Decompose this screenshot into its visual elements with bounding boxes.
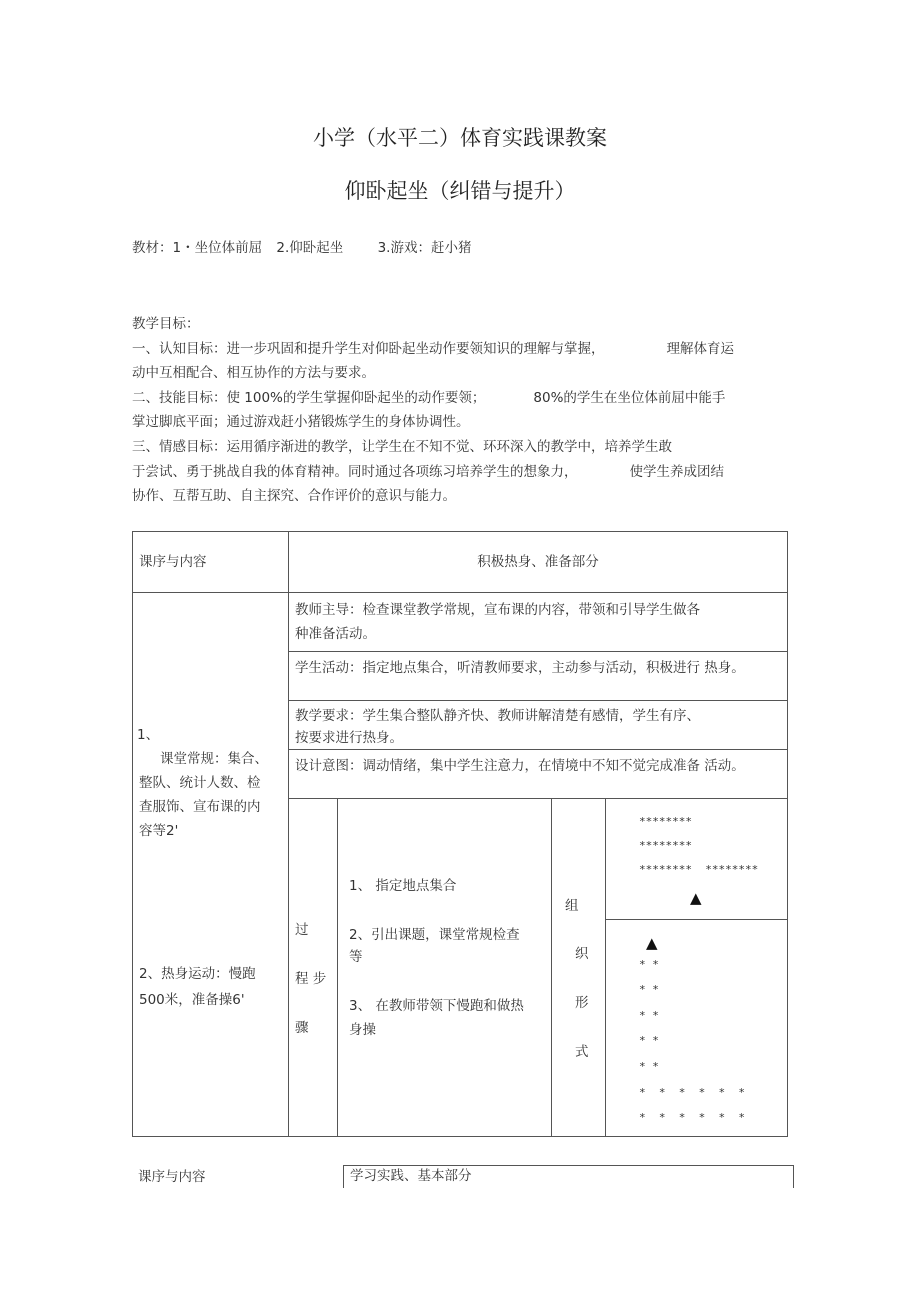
left-item1-text2: 整队、统计人数、检: [139, 775, 261, 791]
design-intent: 设计意图：调动情绪，集中学生注意力，在情境中不知不觉完成准备 活动。: [295, 758, 745, 774]
emotion-objective-line3: 协作、互帮互助、自主探究、合作评价的意识与能力。: [132, 488, 456, 504]
page-subtitle: 仰卧起坐（纠错与提升）: [344, 179, 576, 203]
process-step: 3、 在教师带领下慢跑和做热: [349, 998, 524, 1014]
page-title: 小学（水平二）体育实践课教案: [313, 126, 607, 150]
cognitive-objective-line2: 动中互相配合、相互协作的方法与要求。: [132, 365, 375, 381]
teacher-position-icon: ▲: [646, 934, 658, 952]
cognitive-text-b: 理解体育运: [666, 341, 734, 357]
formation-row: ******** ********: [639, 863, 759, 876]
materials-item-3: 3.游戏：赶小猪: [377, 240, 472, 256]
formation-row: * *: [639, 983, 659, 996]
process-step: 2、引出课题，课堂常规检查: [349, 927, 520, 943]
emotion-text-b: 于尝试、勇于挑战自我的体育精神。同时通过各项练习培养学生的想象力，: [132, 464, 578, 480]
table-divider: [551, 798, 552, 1137]
teacher-lead-line1: 教师主导：检查课堂教学常规，宣布课的内容，带领和引导学生做各: [295, 602, 700, 618]
table-section-header: 积极热身、准备部分: [477, 554, 599, 570]
formation-row: * *: [639, 1060, 659, 1073]
table-divider: [133, 592, 788, 593]
formation-row: ********: [639, 815, 692, 828]
process-step: 身操: [349, 1022, 376, 1038]
materials-line: [132, 236, 471, 256]
skill-text-b: 80%的学生在坐位体前屈中能手: [533, 390, 726, 406]
organization-label-char: 组: [565, 898, 579, 914]
table-divider: [288, 700, 788, 701]
table-divider: [288, 651, 788, 652]
organization-label-char: 形: [575, 995, 589, 1011]
table-divider: [605, 919, 788, 920]
table-divider: [337, 798, 338, 1137]
skill-objective-line1: [132, 386, 725, 406]
formation-row: * * * * * *: [639, 1086, 745, 1099]
table-col-header: 课序与内容: [139, 554, 207, 570]
emotion-objective-line1: 三、情感目标：运用循序渐进的教学，让学生在不知不觉、环环深入的教学中，培养学生敢: [132, 439, 672, 455]
teacher-lead-line2: 种准备活动。: [295, 626, 376, 642]
table2-header-cell: [343, 1165, 794, 1188]
left-item1-num: 1、: [137, 727, 160, 743]
teaching-requirement-line1: 教学要求：学生集合整队静齐快、教师讲解清楚有感情，学生有序、: [295, 708, 700, 724]
formation-row: * *: [639, 1034, 659, 1047]
emotion-objective-line2: [132, 460, 724, 480]
skill-text-a: 二、技能目标：使 100%的学生掌握仰卧起坐的动作要领；: [132, 390, 486, 406]
formation-row: ********: [639, 839, 692, 852]
skill-objective-line2: 掌过脚底平面；通过游戏赶小猪锻炼学生的身体协调性。: [132, 414, 470, 430]
cognitive-objective-line1: [132, 337, 734, 357]
table-divider: [288, 798, 788, 799]
left-item1-text3: 查服饰、宣布课的内: [139, 799, 261, 815]
process-label-char: 程 步: [295, 971, 327, 987]
process-label-char: 骤: [295, 1020, 309, 1036]
table-divider: [288, 532, 289, 1137]
process-step: 1、 指定地点集合: [349, 878, 457, 894]
process-label-char: 过: [295, 922, 309, 938]
materials-item-2: 2.仰卧起坐: [276, 240, 344, 256]
emotion-text-c: 使学生养成团结: [629, 464, 724, 480]
cognitive-text-a: 一、认知目标：进一步巩固和提升学生对仰卧起坐动作要领知识的理解与掌握，: [132, 341, 605, 357]
left-item2-text2: 500米，准备操6': [139, 992, 245, 1008]
formation-row: * *: [639, 1009, 659, 1022]
table-divider: [605, 798, 606, 1137]
table2-col-header: 课序与内容: [138, 1169, 206, 1185]
organization-label-char: 织: [575, 946, 589, 962]
teacher-position-icon: ▲: [690, 889, 702, 907]
lesson-table: [132, 531, 788, 1137]
process-step: 等: [349, 949, 363, 965]
formation-row: * * * * * *: [639, 1111, 745, 1124]
materials-label: 教材：1・坐位体前屈: [132, 240, 263, 256]
left-item1-text4: 容等2': [139, 823, 179, 839]
table2-section-header: 学习实践、基本部分: [350, 1168, 472, 1184]
objectives-heading: 教学目标：: [132, 316, 200, 332]
left-item2-text1: 2、热身运动：慢跑: [139, 966, 256, 982]
organization-label-char: 式: [575, 1044, 589, 1060]
left-item1-text1: 课堂常规：集合、: [160, 751, 268, 767]
student-activity: 学生活动：指定地点集合，听清教师要求，主动参与活动，积极进行 热身。: [295, 660, 745, 676]
formation-row: * *: [639, 958, 659, 971]
teaching-requirement-line2: 按要求进行热身。: [295, 730, 403, 746]
